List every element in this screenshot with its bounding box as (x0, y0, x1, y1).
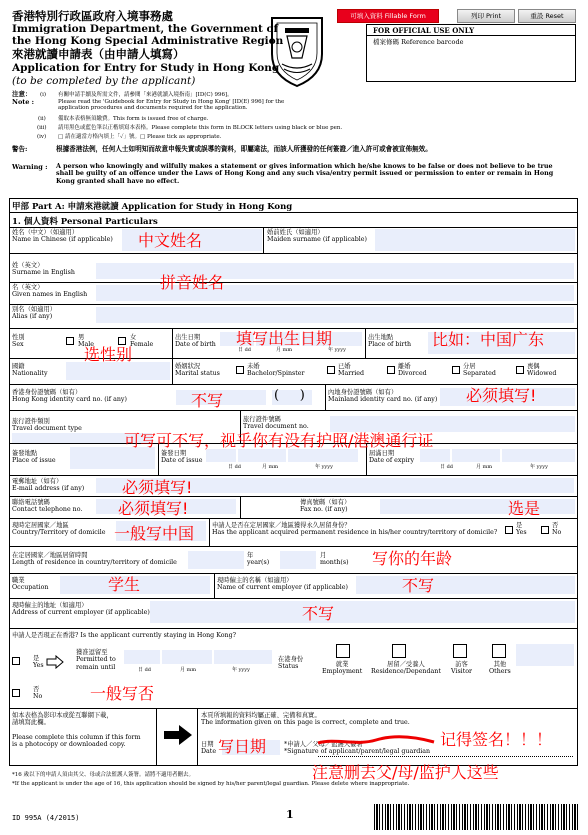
separated-checkbox[interactable] (452, 366, 460, 374)
doe-month[interactable] (452, 449, 500, 462)
form-title-zh: 來港就讀申請表（由申請人填寫） (12, 47, 185, 61)
annotation-employer: 不写 (402, 576, 435, 595)
length-months-input[interactable] (280, 551, 316, 569)
separated-label: 分居 Separated (463, 363, 496, 378)
warning-text-zh: 根據香港法例，任何人士如明知而故意申報失實或誤導的資料，即屬違法，而該人所獲發的任何簽證／進入許可或會被宣佈無效。 (56, 145, 432, 153)
in-hk-question: 申請人是否現正在香港? Is the applicant currently staying in Hong Kong? (12, 632, 236, 639)
annotation-pob: 比如：中国广东 (432, 330, 545, 349)
doi-month[interactable] (238, 449, 286, 462)
single-checkbox[interactable] (236, 366, 244, 374)
arrow-right-bold-icon (163, 724, 193, 750)
email-label: 電郵地址（如有） E-mail address (if any) (12, 478, 85, 493)
footer-note-zh: *16 歲以下的申請人須由其父、母或合法監護人簽署。請將不適用者刪去。 (12, 772, 194, 778)
in-hk-yes-checkbox[interactable] (12, 657, 20, 665)
female-checkbox[interactable] (118, 337, 126, 345)
annotation-domicile: 一般写中国 (114, 524, 195, 543)
note-number: (iii) (37, 125, 47, 131)
place-of-issue-label: 簽發地點 Place of issue (12, 450, 56, 465)
permitted-year-unit: 年 yyyy (232, 667, 250, 673)
note-i: 有關申請手續及所需文件，請參閱「來港就讀入境指南」[ID(C) 996]。 Please read the 'Guidebook for Entry for Study in Hong Kong' [ID(E) 996] for the application procedures and documents required for the application. (58, 92, 285, 111)
travel-doc-no-label: 旅行證件號碼 Travel document no. (243, 416, 309, 431)
permitted-year[interactable] (214, 650, 272, 664)
official-use-box (366, 24, 576, 82)
doe-year-unit: 年 yyyy (530, 464, 548, 470)
annotation-employer-address: 不写 (302, 604, 335, 623)
annotation-in-hk: 一般写否 (90, 684, 155, 703)
employer-name-input[interactable] (356, 576, 575, 594)
declaration-date-label: 日期 Date (201, 741, 217, 756)
doi-year[interactable] (288, 449, 358, 462)
arrow-right-icon (46, 654, 64, 673)
sex-label: 性別 Sex (12, 334, 25, 349)
status-employment-label: 就業 Employment (322, 661, 363, 676)
note-ii: 備取本表格無須繳費。This form is issued free of charge. (58, 116, 209, 122)
doe-day-unit: 日 dd (440, 464, 453, 470)
perm-no-label: 否 No (552, 522, 562, 537)
place-of-issue-input[interactable] (70, 447, 155, 469)
fillable-form-badge: 可填入資料 Fillable Form (337, 9, 439, 23)
annotation-pinyin: 拼音姓名 (160, 273, 225, 292)
dob-month-unit: 月 mm (276, 347, 293, 353)
dept-name-en-1: Immigration Department, the Government of (12, 23, 279, 35)
note-iii: 請用黑色或藍色筆以正楷填寫本表格。Please complete this form in BLOCK letters using black or blue pen. (58, 125, 343, 131)
male-checkbox[interactable] (66, 337, 74, 345)
fax-label: 傳真號碼（如有） Fax no. (if any) (300, 499, 351, 514)
official-use-title: FOR OFFICIAL USE ONLY (373, 26, 475, 35)
signature-scribble (316, 733, 436, 752)
divorced-checkbox[interactable] (387, 366, 395, 374)
married-label: 已婚 Married (338, 363, 364, 378)
maiden-surname-label: 婚前姓氏（如適用） Maiden surname (if applicable) (267, 229, 367, 244)
warning-label-zh: 警告: (12, 145, 28, 153)
declaration-text: 本頁所填報的資料均屬正確、完備和真實。 The information given on this page is correct, complete and true. (201, 712, 410, 727)
status-employment-checkbox[interactable] (336, 644, 350, 658)
employer-address-label: 現時僱主的地址（如適用） Address of current employer (if applicable) (12, 602, 150, 617)
name-chinese-label: 姓名（中文）（如適用） Name in Chinese (if applicable) (12, 229, 113, 244)
status-others-input[interactable] (516, 644, 574, 666)
warning-label-en: Warning : (12, 163, 48, 171)
annotation-fax: 选是 (508, 499, 541, 518)
annotation-mainland: 必须填写! (466, 386, 537, 405)
doi-year-unit: 年 yyyy (315, 464, 333, 470)
annotation-travel-doc: 可写可不写，视乎你有没有护照/港澳通行证 (124, 431, 434, 450)
annotation-date: 写日期 (218, 737, 267, 756)
doe-day[interactable] (420, 449, 450, 462)
employer-address-input[interactable] (150, 601, 575, 623)
tel-label: 聯絡電話號碼 Contact telephone no. (12, 499, 83, 514)
hkid-check-parens: ( ) (274, 388, 305, 403)
permitted-until-label: 獲准逗留至 Permitted to remain until (76, 649, 116, 671)
annotation-tel: 必须填写! (118, 499, 189, 518)
notes-label-en: Note : (12, 98, 35, 106)
perm-yes-label: 是 Yes (516, 522, 527, 537)
pob-label: 出生地點 Place of birth (368, 334, 412, 349)
note-number: (iv) (37, 134, 47, 140)
annotation-email: 必须填写! (122, 478, 193, 497)
hksar-emblem (268, 14, 326, 88)
in-hk-yes-label: 是 Yes (33, 655, 44, 670)
permanent-residence-label: 申請人是否在定居國家／地區獲得永久居留身份？ Has the applicant acquired permanent residence in his/her country/territory of domicile? (212, 522, 498, 537)
status-others-checkbox[interactable] (492, 644, 506, 658)
length-of-residence-label: 在定居國家／地區居留時間 Length of residence in country/territory of domicile (12, 552, 177, 567)
annotation-sex: 选性别 (84, 345, 133, 364)
page-number: 1 (286, 808, 294, 821)
dob-day-unit: 日 dd (238, 347, 251, 353)
warning-text-en: A person who knowingly and wilfully makes a statement or gives information which he/she knows to be false or does not believe to be true shall be guilty of an offence under the Laws of Hong Kong and any such visa/entry permit issued or permission to enter or remain in Hong Kong granted shall have no effect. (56, 162, 554, 185)
domicile-label: 現時定居國家／地區 Country/Territory of domicile (12, 522, 106, 537)
annotation-hkid: 不写 (191, 391, 224, 410)
dob-label: 出生日期 Date of birth (175, 334, 216, 349)
form-subtitle: (to be completed by the applicant) (12, 75, 196, 87)
annotation-dob: 填写出生日期 (236, 329, 333, 348)
annotation-length: 写你的年龄 (372, 549, 453, 568)
permitted-day[interactable] (124, 650, 160, 664)
date-of-expiry-label: 屆滿日期 Date of expiry (369, 450, 415, 465)
form-barcode (374, 804, 579, 830)
status-label: 在港身份 Status (278, 656, 304, 671)
dept-name-zh: 香港特別行政區政府入境事務處 (12, 9, 173, 23)
annotation-occupation: 学生 (108, 575, 141, 594)
doe-year[interactable] (502, 449, 575, 462)
in-hk-no-checkbox[interactable] (12, 689, 20, 697)
surname-label: 姓（英文） Surname in English (12, 262, 75, 277)
print-button[interactable]: 列印 Print (457, 9, 515, 23)
part-a-title: 甲部 Part A: 申請來港就讀 Application for Study in Hong Kong (12, 202, 293, 212)
travel-doc-no-input[interactable] (330, 416, 575, 432)
doe-month-unit: 月 mm (476, 464, 493, 470)
date-of-issue-label: 簽發日期 Date of issue (161, 450, 203, 465)
status-residence-checkbox[interactable] (392, 644, 406, 658)
doi-day[interactable] (206, 449, 236, 462)
note-iv: □ 請在適當方格內填上「✓」號。□ Please tick as appropriate. (58, 134, 222, 140)
male-label: 男 Male (78, 334, 94, 349)
annotation-name-zh: 中文姓名 (138, 231, 203, 250)
permitted-day-unit: 日 dd (138, 667, 151, 673)
hkid-label: 香港身份證號碼（如有） Hong Kong identity card no. (if any) (12, 389, 127, 404)
employer-name-label: 現時僱主的名稱（如適用） Name of current employer (if applicable) (217, 577, 348, 592)
perm-yes-checkbox[interactable] (505, 526, 513, 534)
signature-line (318, 756, 573, 757)
dept-name-en-2: the Hong Kong Special Administrative Region (12, 35, 284, 47)
maiden-surname-input[interactable] (375, 229, 575, 251)
years-label: 年 year(s) (247, 552, 270, 567)
annotation-signature: 记得签名！！！ (440, 730, 553, 749)
nationality-input[interactable] (66, 362, 170, 380)
footer-note-en: *If the applicant is under the age of 16, this application should be signed by his/her parent/legal guardian. Please delete where inappropriate. (12, 781, 410, 787)
perm-no-checkbox[interactable] (541, 526, 549, 534)
travel-doc-type-label: 旅行證件類別 Travel document type (12, 418, 82, 433)
permitted-month-unit: 月 mm (180, 667, 197, 673)
status-visitor-label: 訪客 Visitor (451, 661, 473, 676)
dob-year-unit: 年 yyyy (328, 347, 346, 353)
reference-barcode-label: 檔案條碼 Reference barcode (373, 38, 464, 46)
widowed-label: 喪偶 Widowed (527, 363, 557, 378)
in-hk-no-label: 否 No (33, 686, 43, 701)
divorced-label: 離婚 Divorced (398, 363, 427, 378)
marital-status-label: 婚姻狀況 Marital status (175, 363, 220, 378)
annotation-delete: 注意删去父/母/监护人这些 (312, 763, 499, 782)
doi-day-unit: 日 dd (228, 464, 241, 470)
alias-label: 別名（如適用） Alias (if any) (12, 306, 57, 321)
nationality-label: 國籍 Nationality (12, 363, 48, 378)
female-label: 女 Female (130, 334, 154, 349)
reset-button[interactable]: 重設 Reset (518, 9, 576, 23)
signature-label: *申請人／父母／監護人簽署 *Signature of applicant/parent/legal guardian (284, 741, 431, 756)
section-1-title: 1. 個人資料 Personal Particulars (12, 217, 158, 227)
occupation-label: 職業 Occupation (12, 577, 49, 592)
form-id: ID 995A (4/2015) (12, 814, 80, 822)
note-number: (ii) (38, 116, 46, 122)
months-label: 月 month(s) (320, 552, 349, 567)
mainland-id-label: 內地身份證號碼（如有） Mainland identity card no. (if any) (328, 389, 438, 404)
status-visitor-checkbox[interactable] (453, 644, 467, 658)
married-checkbox[interactable] (327, 366, 335, 374)
note-number: (i) (40, 92, 47, 98)
widowed-checkbox[interactable] (516, 366, 524, 374)
notes-label-zh: 注意： (12, 90, 32, 98)
form-title-en: Application for Entry for Study in Hong Kong (12, 62, 280, 74)
photocopy-note: 如本表格為影印本或從互聯網下載， 請填寫此欄。 Please complete this column if this form is a photocopy or downloaded copy. (12, 712, 141, 749)
fax-input[interactable] (380, 499, 575, 514)
permitted-month[interactable] (162, 650, 212, 664)
length-years-input[interactable] (188, 551, 244, 569)
single-label: 未婚 Bachelor/Spinster (247, 363, 305, 378)
status-others-label: 其他 Others (489, 661, 511, 676)
given-names-label: 名（英文） Given names in English (12, 284, 88, 299)
alias-input[interactable] (96, 307, 574, 323)
status-residence-label: 居留／受養人 Residence/Dependant (371, 661, 441, 676)
doi-month-unit: 月 mm (262, 464, 279, 470)
